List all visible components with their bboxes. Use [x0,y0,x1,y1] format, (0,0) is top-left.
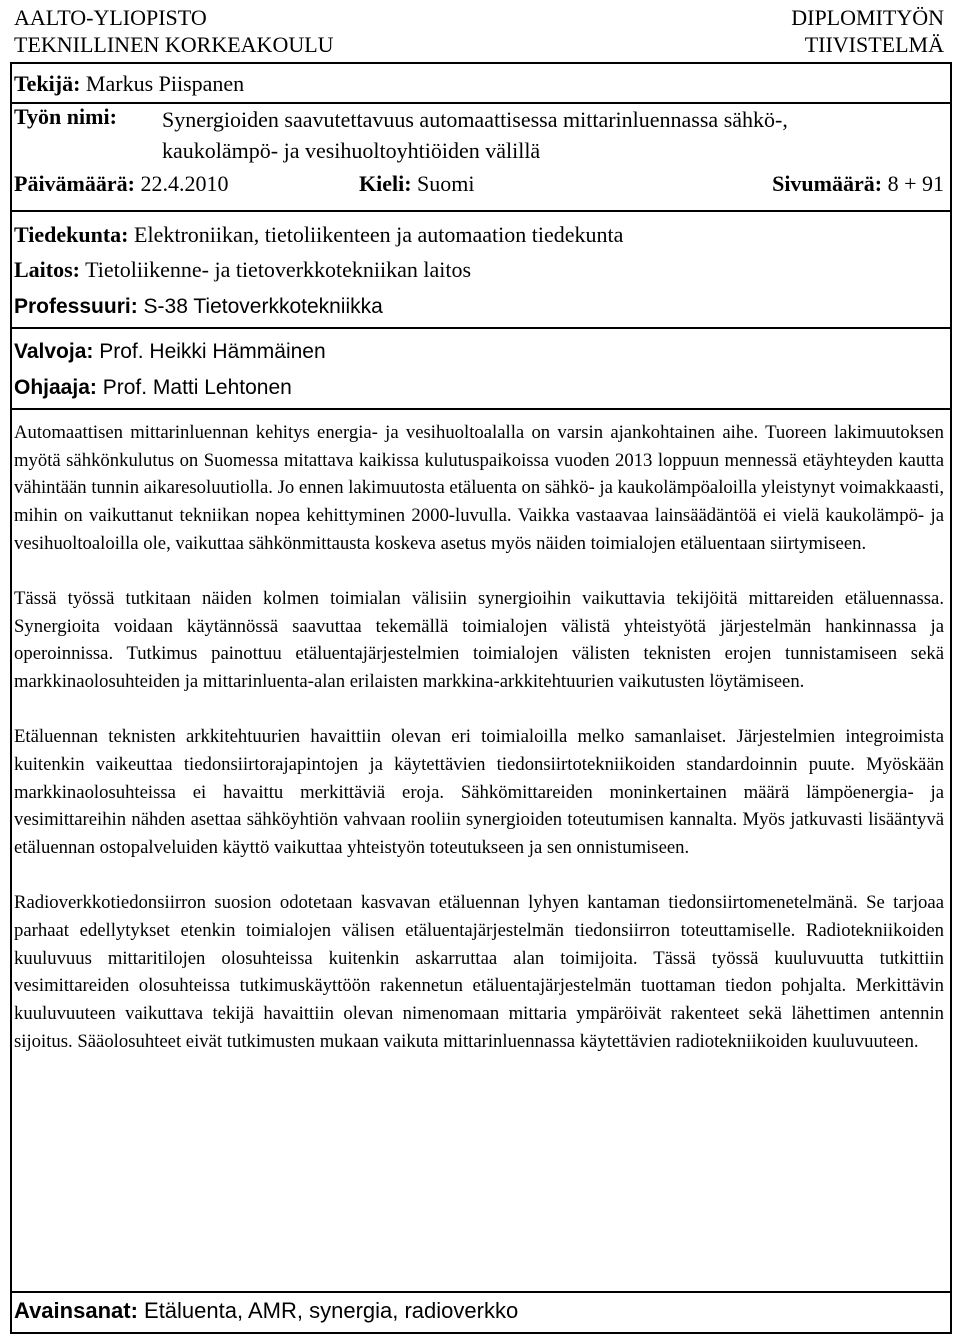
instructor-rule [10,408,950,410]
title-line-1: Synergioiden saavutettavuus automaattisessa mittarinluennassa sähkö-, [162,107,788,132]
faculty-row [14,222,944,248]
language-label: Kieli: [359,171,412,196]
supervisor-value: Prof. Heikki Hämmäinen [99,340,326,363]
date-language-pages-row [14,171,944,199]
language-field [359,171,475,197]
pages-value: 8 + 91 [887,171,944,196]
university-line-1: AALTO-YLIOPISTO [14,5,207,30]
keywords-value: Etäluenta, AMR, synergia, radioverkko [144,1298,519,1323]
abstract-paragraph: Radioverkkotiedonsiirron suosion odotetaan kasvavan etäluennan lyhyen kantaman tiedonsiirtomenetelmänä. Se tarjoaa parhaat edellytykset etenkin toimialojen välisen etäluentajärjestelmän tiedonsiirron toteuttamiselle. Radiotekniikoiden kuuluvuus mittaritilojen olosuhteissa kuitenkin askarruttaa alan toimijoita. Tässä työssä kuuluvuutta tutkittiin vesimittareiden olosuhteissa tutkimuskäyttöön rakennetun etäluentajärjestelmän tuottaman tiedon pohjalta. Merkittävin kuuluvuuteen vaikuttava tekijä havaittiin olevan nimenomaan mittaria ympäröivät rakenteet sekä lähettimen antennin sijoitus. Sääolosuhteet eivät tutkimusten mukaan vaikuta mittarinluennassa käytettävien radiotekniikoiden kuuluvuuteen. [14,892,944,1052]
frame-right-border [950,62,952,1334]
doc-type-line-1: DIPLOMITYÖN [791,5,944,30]
date-field [14,171,228,197]
doc-type-line-2: TIIVISTELMÄ [804,32,944,57]
professorship-rule [10,327,950,329]
university-line-2: TEKNILLINEN KORKEAKOULU [14,32,334,57]
document-type [791,4,944,58]
title-line-2: kaukolämpö- ja vesihuoltoyhtiöiden välillä [162,138,541,163]
author-value: Markus Piispanen [85,71,245,96]
supervisor-row [14,340,944,364]
keywords-label: Avainsanat: [14,1298,138,1323]
abstract-rule [10,1291,950,1293]
title-label: Työn nimi: [14,104,117,129]
professorship-label: Professuuri: [14,295,138,318]
language-value: Suomi [417,171,475,196]
header-rule [10,62,950,64]
faculty-label: Tiedekunta: [14,222,129,247]
title-value [162,104,788,166]
professorship-value: S-38 Tietoverkkotekniikka [143,295,383,318]
abstract-paragraph: Etäluennan teknisten arkkitehtuurien havaittiin olevan eri toimialoilla melko samanlaiset. Järjestelmien integroimista kuitenkin vaikeuttaa tiedonsiirtorajapintojen ja käytettävien tiedonsiirtotekniikoiden standardoinnin puute. Myöskään markkinaolosuhteissa ei havaittu merkittäviä eroja. Sähkömittareiden moninkertainen määrä lämpöenergia- ja vesimittareihin nähden asettaa sähköyhtiön vahvaan rooliin synergioiden toteutumisen kannalta. Myös jatkuvasti lisääntyvä etäluennan ostopalveluiden käyttö vaikuttaa yhteistyön toteutukseen ja sen onnistumiseen. [14,726,944,859]
department-value: Tietoliikenne- ja tietoverkkotekniikan laitos [85,257,472,282]
professorship-row [14,295,944,319]
instructor-row [14,376,944,400]
university-name [14,4,334,58]
date-label: Päivämäärä: [14,171,135,196]
faculty-value: Elektroniikan, tietoliikenteen ja automaation tiedekunta [134,222,624,247]
title-row [14,104,944,164]
frame-bottom-border [10,1332,950,1334]
author-row [14,71,944,97]
pages-label: Sivumäärä: [772,171,883,196]
abstract-paragraph: Tässä työssä tutkitaan näiden kolmen toimialan välisiin synergioihin vaikuttavia tekijöitä mittareiden etäluennassa. Synergioita voidaan käytännössä saavuttaa tekemällä toimialojen välistä yhteistyötä järjestelmän hankinnassa ja operoinnissa. Tutkimus painottuu etäluentajärjestelmien toimialojen välisten teknisten erojen tunnistamiseen sekä markkinaolosuhteiden ja mittarinluenta-alan erilaisten markkina-arkkitehtuurien vaikutusten löytämiseen. [14,588,944,693]
supervisor-label: Valvoja: [14,340,94,363]
date-value: 22.4.2010 [140,171,229,196]
document-header [14,4,944,62]
instructor-label: Ohjaaja: [14,376,97,399]
abstract-paragraph: Automaattisen mittarinluennan kehitys energia- ja vesihuoltoalalla on varsin ajankohtainen aihe. Tuoreen lakimuutoksen myötä sähkönkulutus on Suomessa mitattava kaikissa kulutuspaikoissa vuoden 2013 loppuun mennessä etäyhteyden kautta vähintään tunnin aikaresoluutiolla. Jo ennen lakimuutosta etäluenta on sähkö- ja kaukolämpöaloilla yleistynyt voimakkaasti, mihin on vaikuttanut tekniikan nopea kehittyminen 2000-luvulla. Vaikka vastaavaa lainsäädäntöä ei vielä kaukolämpö- ja vesihuoltoaloilla ole, vaikuttaa sähkönmittausta koskeva asetus myös näiden toimialojen etäluentaan siirtymiseen. [14,422,944,554]
pages-field [772,171,944,197]
frame-left-border [10,62,12,1334]
department-row [14,257,944,283]
abstract-body [14,419,944,1056]
instructor-value: Prof. Matti Lehtonen [102,376,292,399]
department-label: Laitos: [14,257,80,282]
date-rule [10,210,950,212]
author-label: Tekijä: [14,71,81,96]
keywords-row [14,1298,518,1324]
